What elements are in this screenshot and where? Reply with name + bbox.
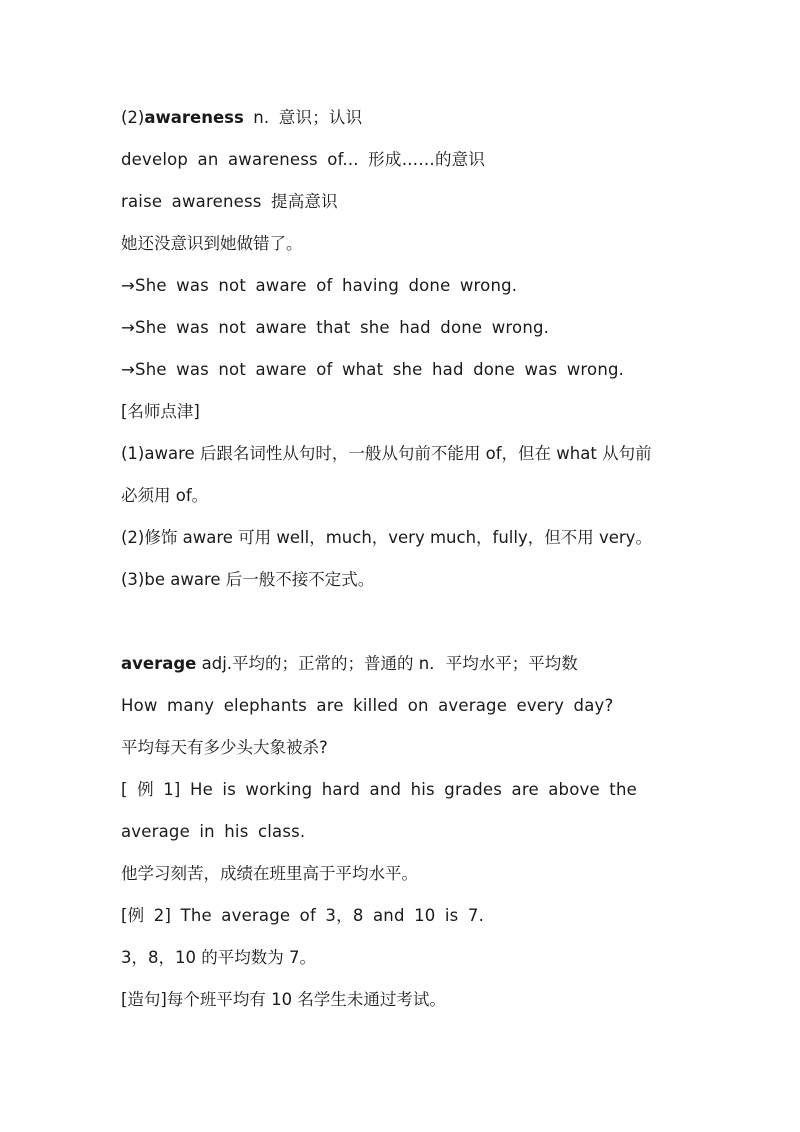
heading-number: (2) [121,108,145,127]
example-1-line-2: average in his class. [121,822,306,841]
note-3: (3)be aware 后一般不接不定式。 [121,570,375,589]
headword-definition: n. 意识；认识 [243,108,363,127]
example-1-chinese: 他学习刻苦，成绩在班里高于平均水平。 [121,864,418,883]
phrase-raise-awareness: raise awareness 提高意识 [121,192,338,211]
awareness-heading [121,107,680,129]
example-2-english: [例 2] The average of 3，8 and 10 is 7. [121,906,485,925]
note-1-line-1: (1)aware 后跟名词性从句时，一般从句前不能用 of，但在 what 从句前 [121,444,652,463]
headword-awareness: awareness [144,108,244,127]
example-english-3: →She was not aware of what she had done was wrong. [121,360,625,379]
example-english-1: →She was not aware of having done wrong. [121,276,518,295]
headword-average-definition: adj.平均的；正常的；普通的 n．平均水平；平均数 [196,654,578,673]
note-2: (2)修饰 aware 可用 well，much，very much，fully，但不用 very。 [121,528,652,547]
example-chinese: 她还没意识到她做错了。 [121,234,303,253]
make-sentence-prompt: [造句]每个班平均有 10 名学生未通过考试。 [121,990,446,1009]
example-english-2: →She was not aware that she had done wrong. [121,318,550,337]
question-english: How many elephants are killed on average every day? [121,696,614,715]
example-2-chinese: 3，8，10 的平均数为 7。 [121,948,316,967]
notes-title: [名师点津] [121,402,200,421]
note-1-line-2: 必须用 of。 [121,486,209,505]
question-chinese: 平均每天有多少头大象被杀? [121,738,328,757]
phrase-develop-awareness: develop an awareness of... 形成……的意识 [121,150,486,169]
headword-average: average [121,654,197,673]
example-1-line-1: [ 例 1] He is working hard and his grades are above the [121,780,637,799]
average-heading [121,653,680,675]
